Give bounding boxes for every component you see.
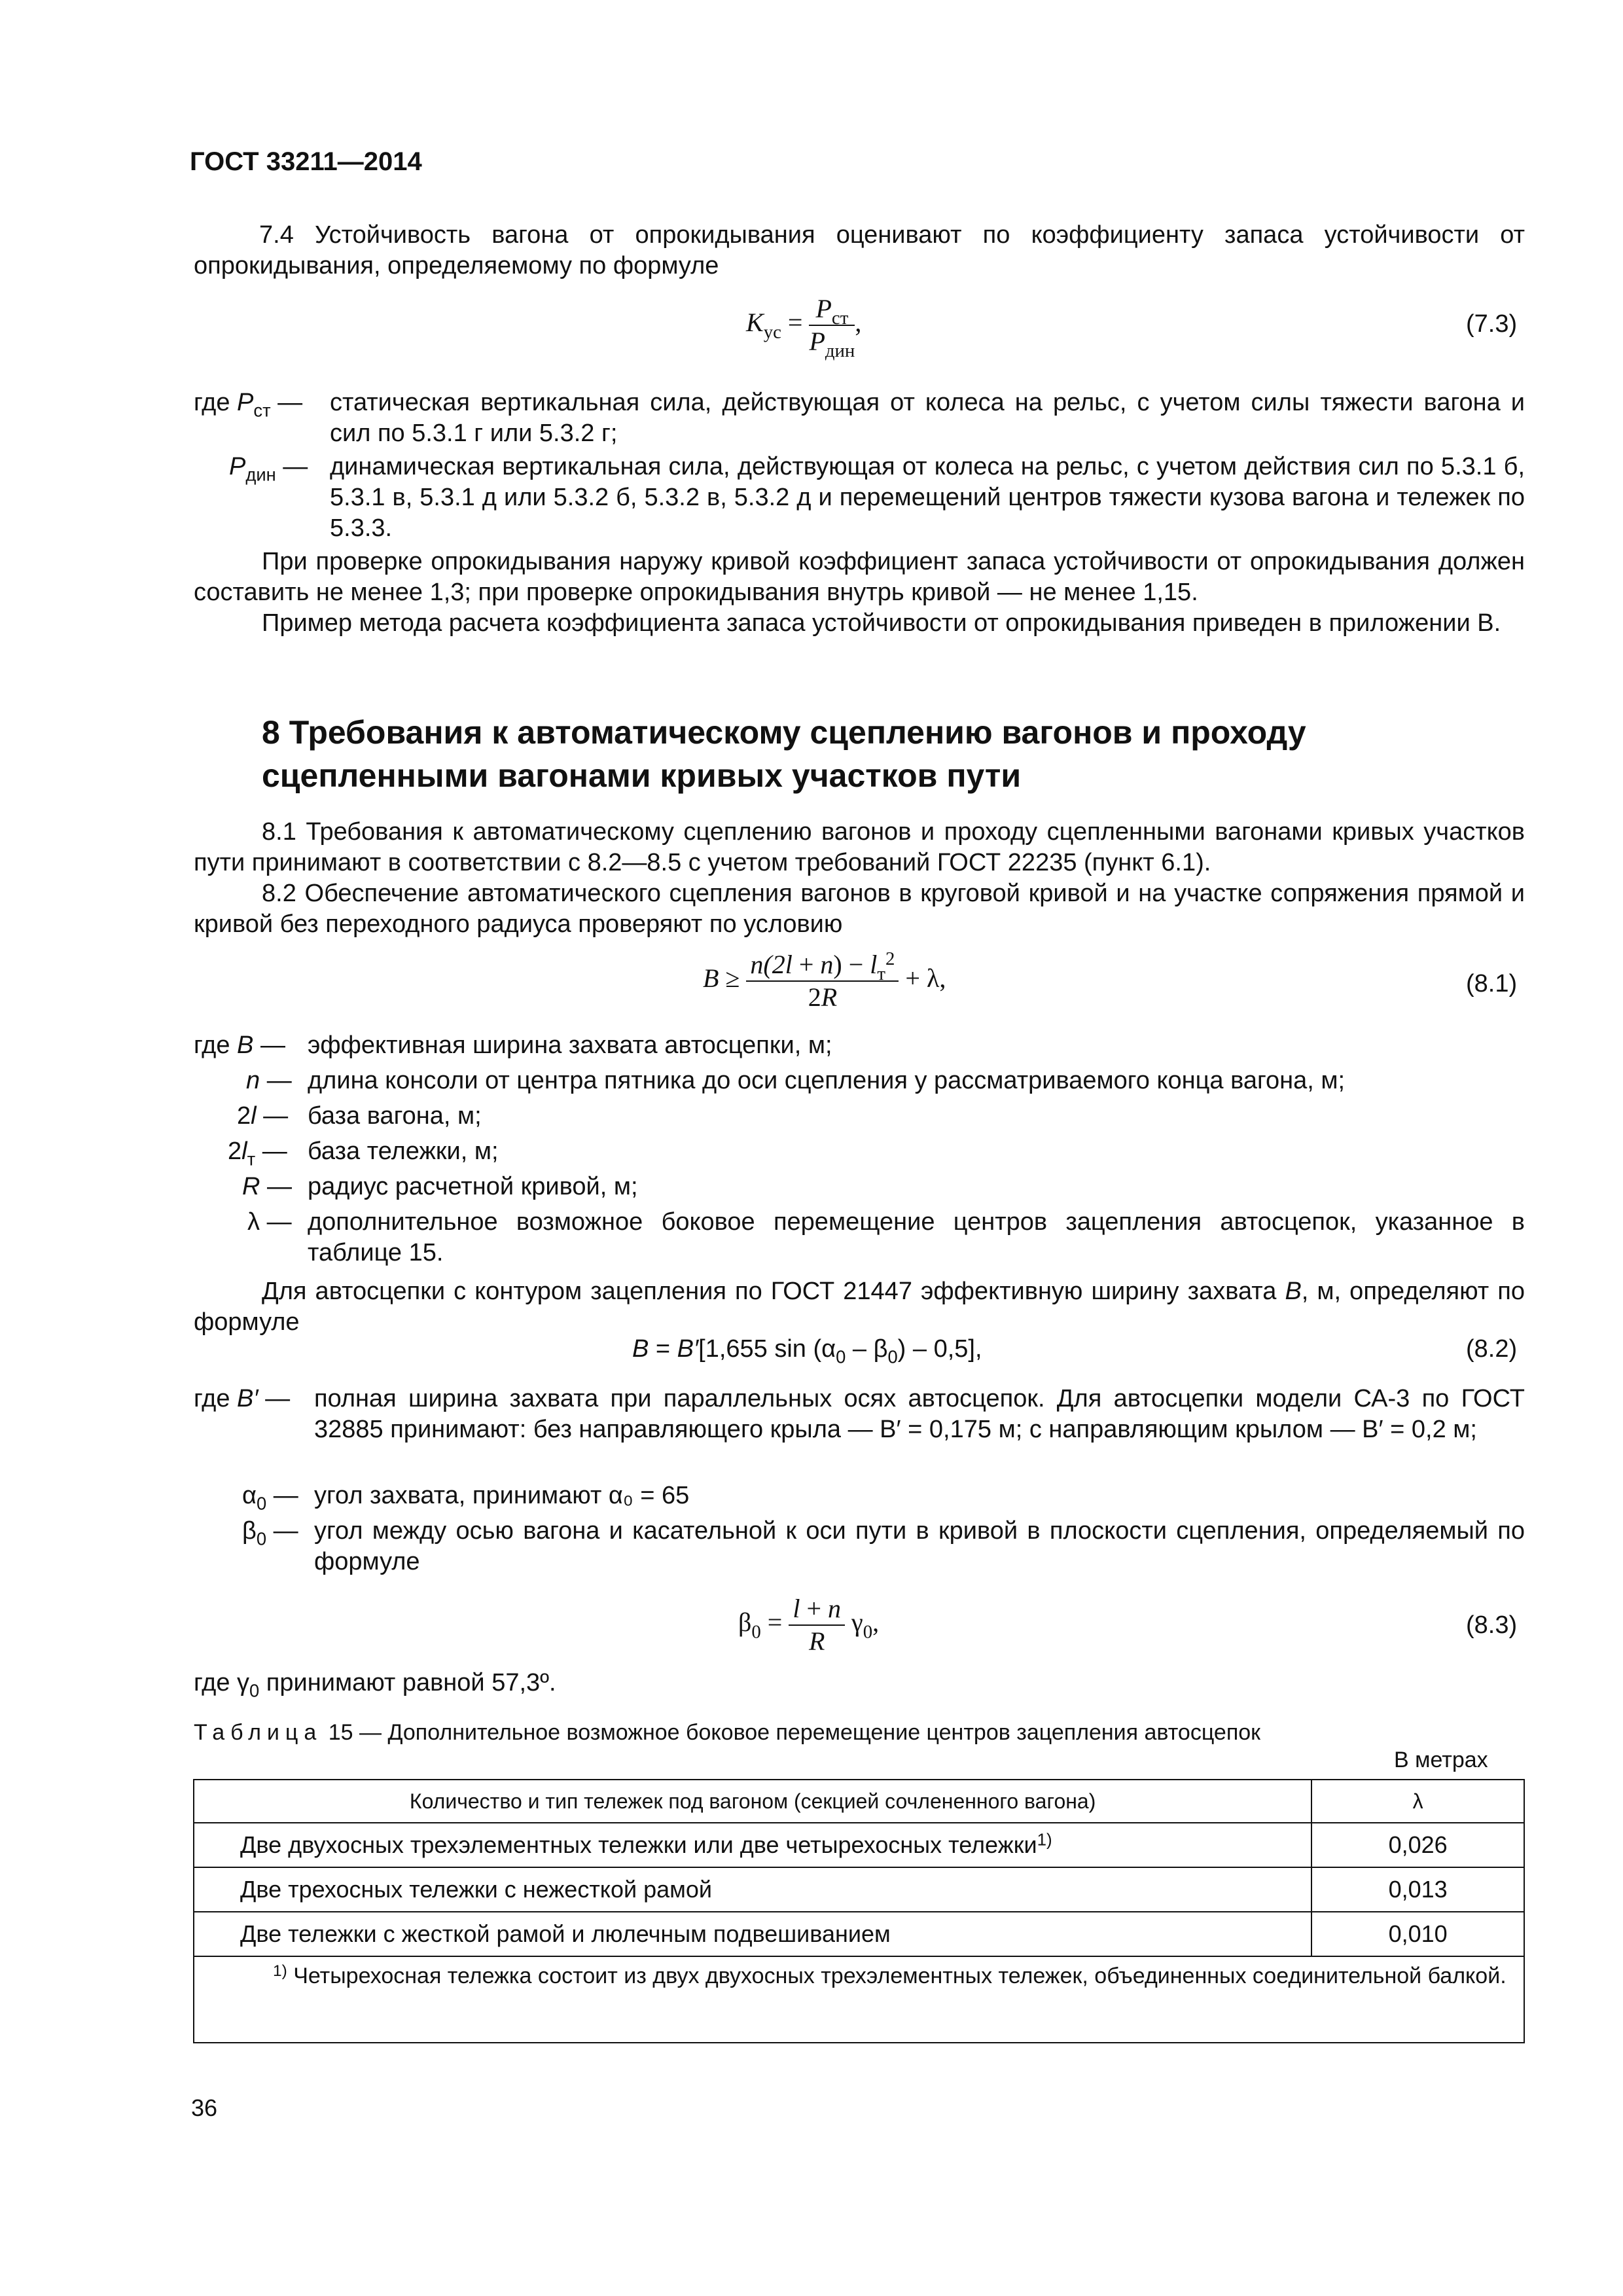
formula-symbol: γ xyxy=(851,1607,863,1638)
paragraph-7-4-intro: 7.4 Устойчивость вагона от опрокидывания оценивают по коэффициенту запаса устойчивости от опрокидывания, определяемому по формуле xyxy=(194,221,1525,279)
equation-number-8-1: (8.1) xyxy=(1466,970,1518,997)
fraction-numerator xyxy=(746,948,899,985)
text-part: , м, определяют по формуле xyxy=(194,1278,1525,1336)
formula-part: ) − xyxy=(833,950,870,979)
formula-tail: , xyxy=(872,1607,880,1638)
fraction-denominator xyxy=(746,982,899,1012)
table-caption-word: Таблица xyxy=(194,1720,323,1745)
def-subscript: т xyxy=(247,1149,256,1170)
formula-subscript: 0 xyxy=(751,1621,761,1643)
formula-part: l xyxy=(793,1594,800,1623)
formula-part: B xyxy=(632,1335,649,1363)
formula-fraction xyxy=(789,1594,845,1656)
footnote-mark: 1) xyxy=(273,1962,287,1980)
definition-2l: база вагона, м; xyxy=(308,1102,482,1130)
def-prefix: 2 xyxy=(237,1102,251,1130)
def-dash: — xyxy=(273,1517,298,1545)
def-dash: — xyxy=(262,1138,287,1165)
def-symbol: α xyxy=(242,1482,257,1509)
def-symbol: B xyxy=(237,1031,254,1059)
def-label-n xyxy=(246,1066,292,1096)
def-dash: — xyxy=(266,1208,292,1236)
def-dash: — xyxy=(265,1385,291,1412)
paragraph-gamma0 xyxy=(194,1668,556,1701)
formula-part: n xyxy=(820,950,834,979)
footnote-ref: 1) xyxy=(1037,1831,1052,1850)
where-label xyxy=(194,387,303,421)
table-header-row xyxy=(194,1780,1524,1823)
formula-part: R xyxy=(821,982,838,1012)
definition-2lt: база тележки, м; xyxy=(308,1138,499,1165)
def-label-alpha0 xyxy=(242,1480,298,1514)
formula-symbol: B xyxy=(703,963,719,994)
formula-part: – β xyxy=(846,1335,888,1363)
paragraph-overturn-check: При проверке опрокидывания наружу кривой коэффициент запаса устойчивости от опрокидывания должен составить не менее 1,3; при проверке опрокидывания внутрь кривой — не менее 1,15. xyxy=(194,548,1525,606)
def-label-2lt xyxy=(228,1136,287,1170)
def-symbol: P xyxy=(237,389,254,416)
def-label-lambda xyxy=(247,1207,292,1238)
def-symbol: n xyxy=(246,1067,260,1094)
formula-subscript: т xyxy=(877,963,886,985)
table-cell: 0,010 xyxy=(1311,1912,1524,1956)
formula-part: + xyxy=(800,1594,829,1623)
definition-alpha0: угол захвата, принимают α₀ = 65 xyxy=(314,1482,690,1509)
equation-number-8-3: (8.3) xyxy=(1466,1611,1518,1639)
text-part: принимают равной 57,3º. xyxy=(259,1669,556,1696)
formula-subscript: ст xyxy=(831,308,849,329)
definition-p-din: динамическая вертикальная сила, действующая от колеса на рельс, с учетом действия сил по 5.3.1 б, 5.3.1 в, 5.3.1 д или 5.3.2 б, 5.3.2 в, 5.3.2 д и перемещений центров тяжести кузова вагона и тележек по 5.3.3. xyxy=(330,453,1525,542)
definition-lambda: дополнительное возможное боковое перемещение центров зацепления автосцепок, указанное в таблице 15. xyxy=(308,1208,1525,1266)
formula-8-2 xyxy=(632,1334,982,1365)
def-subscript: 0 xyxy=(256,1528,267,1549)
def-symbol: P xyxy=(229,453,246,480)
def-dash: — xyxy=(283,453,308,480)
formula-symbol: P xyxy=(809,327,825,356)
formula-operator: ≥ xyxy=(725,963,740,994)
def-symbol: l xyxy=(241,1138,247,1165)
text-part: Для автосцепки с контуром зацепления по ГОСТ 21447 эффективную ширину захвата xyxy=(262,1278,1285,1305)
definition-p-st: статическая вертикальная сила, действующая от колеса на рельс, с учетом силы тяжести вагона и сил по 5.3.1 г или 5.3.2 г; xyxy=(330,389,1525,447)
formula-trail: , xyxy=(855,308,862,338)
footnote-text: Четырехосная тележка состоит из двух двухосных трехэлементных тележек, объединенных соединительной балкой. xyxy=(287,1964,1507,1988)
def-label-2l xyxy=(237,1101,288,1132)
formula-subscript: ус xyxy=(763,321,781,343)
formula-operator: = xyxy=(767,1607,783,1638)
table-header-cell: Количество и тип тележек под вагоном (секцией сочлененного вагона) xyxy=(194,1780,1311,1823)
section-8-heading-line2: сцепленными вагонами кривых участков пути xyxy=(262,757,1022,794)
table-row xyxy=(194,1867,1524,1912)
table-15 xyxy=(193,1779,1525,2043)
table-cell xyxy=(194,1823,1311,1867)
table-cell: 0,013 xyxy=(1311,1867,1524,1912)
definition-n: длина консоли от центра пятника до оси сцепления у рассматриваемого конца вагона, м; xyxy=(308,1067,1346,1094)
def-symbol: R xyxy=(242,1173,260,1200)
table-cell xyxy=(194,1912,1311,1956)
fraction-denominator xyxy=(809,326,855,362)
formula-part: n xyxy=(828,1594,842,1623)
def-dash: — xyxy=(267,1173,293,1200)
formula-subscript: 0 xyxy=(836,1346,846,1367)
formula-tail: + λ, xyxy=(905,963,946,994)
fraction-numerator xyxy=(809,294,855,329)
def-symbol: β xyxy=(242,1517,257,1545)
paragraph-example-ref: Пример метода расчета коэффициента запаса устойчивости от опрокидывания приведен в приложении В. xyxy=(262,609,1501,637)
formula-subscript: 0 xyxy=(887,1346,898,1367)
formula-8-3 xyxy=(738,1594,879,1656)
formula-part: n(2 xyxy=(750,950,785,979)
table-header-cell: λ xyxy=(1311,1780,1524,1823)
paragraph-auto-coupler xyxy=(194,1276,1525,1338)
table-units: В метрах xyxy=(1394,1748,1488,1772)
formula-symbol: P xyxy=(815,294,832,323)
def-dash: — xyxy=(263,1102,289,1130)
paragraph-8-1: 8.1 Требования к автоматическому сцеплению вагонов и проходу сцепленными вагонами кривых участков пути принимают в соответствии с 8.2—8.5 с учетом требований ГОСТ 22235 (пункт 6.1). xyxy=(194,818,1525,876)
def-dash: — xyxy=(260,1031,285,1059)
def-subscript: дин xyxy=(245,464,276,485)
def-dash: — xyxy=(273,1482,298,1509)
def-dash: — xyxy=(277,389,303,416)
def-subscript: ст xyxy=(253,400,271,421)
page-number: 36 xyxy=(191,2094,218,2121)
definition-r: радиус расчетной кривой, м; xyxy=(308,1173,638,1200)
formula-part: l xyxy=(785,950,793,979)
text-part: где γ xyxy=(194,1669,250,1696)
cell-text: Две трехосных тележки с нежесткой рамой xyxy=(240,1876,713,1903)
equation-number-7-3: (7.3) xyxy=(1466,310,1518,338)
table-row xyxy=(194,1912,1524,1956)
table-caption xyxy=(194,1720,1260,1746)
formula-operator: = xyxy=(787,308,803,338)
def-label-r xyxy=(242,1172,292,1202)
def-label-beta0 xyxy=(242,1516,298,1547)
section-8-heading-line1: 8 Требования к автоматическому сцеплению вагонов и проходу xyxy=(262,714,1306,751)
def-prefix: 2 xyxy=(228,1138,242,1165)
paragraph-8-2: 8.2 Обеспечение автоматического сцепления вагонов в круговой кривой и на участке сопряжения прямой и кривой без переходного радиуса проверяют по условию xyxy=(194,880,1525,938)
formula-fraction xyxy=(809,294,855,362)
table-cell: 0,026 xyxy=(1311,1823,1524,1867)
formula-part: l xyxy=(870,950,878,979)
document-header: ГОСТ 33211—2014 xyxy=(190,147,422,176)
where-word: где xyxy=(194,389,230,416)
equation-number-8-2: (8.2) xyxy=(1466,1335,1518,1363)
formula-symbol: β xyxy=(738,1607,752,1638)
def-label-b xyxy=(194,1030,285,1061)
formula-fraction xyxy=(746,950,899,1012)
formula-part: = xyxy=(649,1335,677,1363)
def-symbol: l xyxy=(251,1102,257,1130)
def-label-bprime xyxy=(194,1384,290,1414)
fraction-denominator xyxy=(789,1626,845,1656)
definition-b: эффективная ширина захвата автосцепки, м; xyxy=(308,1031,832,1059)
def-symbol-p-din xyxy=(229,452,308,485)
definition-beta0: угол между осью вагона и касательной к оси пути в кривой в плоскости сцепления, определяемый по формуле xyxy=(314,1517,1525,1575)
def-dash: — xyxy=(266,1067,292,1094)
definition-bprime: полная ширина захвата при параллельных осях автосцепок. Для автосцепки модели СА-3 по ГОСТ 32885 принимают: без направляющего крыла — B′ = 0,175 м; с направляющим крылом — B′ = 0,2 м; xyxy=(314,1385,1525,1443)
table-caption-text: 15 — Дополнительное возможное боковое перемещение центров зацепления автосцепок xyxy=(322,1720,1261,1745)
formula-superscript: 2 xyxy=(885,948,895,970)
table-cell xyxy=(194,1867,1311,1912)
def-symbol: λ xyxy=(247,1208,260,1236)
formula-part: + xyxy=(792,950,821,979)
cell-text: Две тележки с жесткой рамой и люлечным подвешиванием xyxy=(240,1920,891,1947)
formula-part: B′ xyxy=(677,1335,699,1363)
text-subscript: 0 xyxy=(249,1680,260,1701)
table-footnote-row xyxy=(194,1956,1524,2043)
where-word: где xyxy=(194,1031,230,1059)
formula-part: ) – 0,5], xyxy=(897,1335,982,1363)
formula-part: [1,655 sin (α xyxy=(698,1335,836,1363)
where-word: где xyxy=(194,1385,230,1412)
formula-symbol: K xyxy=(746,308,764,338)
formula-subscript: дин xyxy=(825,340,855,362)
formula-8-1 xyxy=(703,950,946,1012)
fraction-numerator xyxy=(789,1594,845,1626)
table-row xyxy=(194,1823,1524,1867)
formula-part: R xyxy=(808,1626,825,1656)
cell-text: Две двухосных трехэлементных тележки или две четырехосных тележки xyxy=(240,1831,1037,1858)
text-symbol: B xyxy=(1285,1278,1302,1305)
formula-part: 2 xyxy=(808,982,821,1012)
footnote-mark-wrap xyxy=(207,1964,287,1988)
table-footnote xyxy=(194,1956,1524,2043)
def-symbol: B′ xyxy=(237,1385,259,1412)
formula-subscript: 0 xyxy=(863,1621,873,1643)
def-subscript: 0 xyxy=(256,1493,267,1514)
formula-7-3 xyxy=(746,294,862,362)
